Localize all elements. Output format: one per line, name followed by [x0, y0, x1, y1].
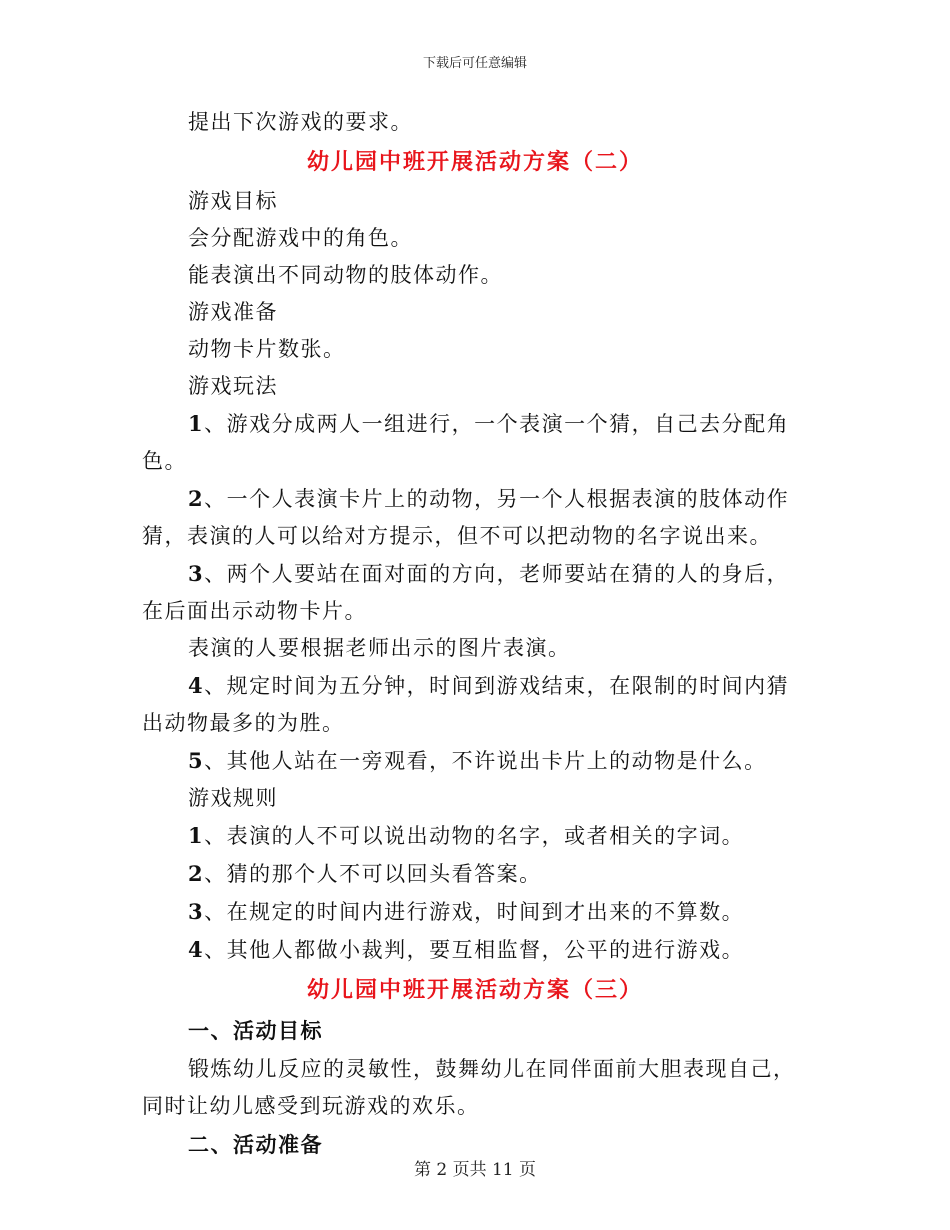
- paragraph: 会分配游戏中的角色。: [188, 226, 413, 250]
- subheading-game-goal: 游戏目标: [188, 189, 278, 213]
- rule-2: [142, 855, 808, 893]
- step-text: 、两个人要站在面对面的方向，老师要站在猜的人的身后，在后面出示动物卡片。: [142, 562, 790, 623]
- rule-number: 1: [188, 823, 205, 848]
- step-number: 5: [188, 748, 205, 773]
- heading-activity-prep: 二、活动准备: [188, 1132, 323, 1157]
- rule-text: 、表演的人不可以说出动物的名字，或者相关的字词。: [204, 824, 745, 848]
- play-step-2: [142, 480, 808, 555]
- subheading-game-play: 游戏玩法: [188, 374, 278, 398]
- rule-1: [142, 817, 808, 855]
- rule-number: 2: [188, 861, 205, 886]
- step-text: 、其他人站在一旁观看，不许说出卡片上的动物是什么。: [204, 749, 767, 773]
- play-step-1: [142, 405, 808, 480]
- step-number: 2: [188, 486, 205, 511]
- play-step-3: [142, 555, 808, 630]
- step-number: 3: [188, 561, 205, 586]
- rule-text: 、其他人都做小裁判，要互相监督，公平的进行游戏。: [204, 938, 745, 962]
- heading-activity-goal: 一、活动目标: [188, 1018, 323, 1043]
- rule-4: [142, 931, 808, 969]
- section-title-3: 幼儿园中班开展活动方案（三）: [306, 977, 643, 1003]
- rule-text: 、在规定的时间内进行游戏，时间到才出来的不算数。: [204, 900, 745, 924]
- paragraph: 动物卡片数张。: [188, 337, 346, 361]
- paragraph: 表演的人要根据老师出示的图片表演。: [188, 636, 571, 660]
- step-text: 、一个人表演卡片上的动物，另一个人根据表演的肢体动作猜，表演的人可以给对方提示，但不可以把动物的名字说出来。: [142, 487, 790, 548]
- paragraph: 能表演出不同动物的肢体动作。: [188, 263, 503, 287]
- step-text: 、游戏分成两人一组进行，一个表演一个猜，自己去分配角色。: [142, 412, 790, 473]
- subheading-game-rules: 游戏规则: [188, 786, 278, 810]
- rule-text: 、猜的那个人不可以回头看答案。: [204, 862, 542, 886]
- section-title-2: 幼儿园中班开展活动方案（二）: [306, 149, 643, 175]
- play-step-4: [142, 667, 808, 742]
- rule-3: [142, 893, 808, 931]
- paragraph: 提出下次游戏的要求。: [188, 110, 413, 134]
- rule-number: 3: [188, 899, 205, 924]
- page-footer: 第 2 页共 11 页: [413, 1160, 537, 1180]
- step-text: 、规定时间为五分钟，时间到游戏结束，在限制的时间内猜出动物最多的为胜。: [142, 674, 790, 735]
- play-step-5: [142, 742, 808, 780]
- paragraph: 锻炼幼儿反应的灵敏性，鼓舞幼儿在同伴面前大胆表现自己，同时让幼儿感受到玩游戏的欢乐。: [142, 1057, 796, 1118]
- page-header: 下载后可任意编辑: [422, 56, 527, 71]
- step-number: 1: [188, 411, 205, 436]
- rule-number: 4: [188, 937, 205, 962]
- document-body: [142, 104, 808, 1165]
- step-number: 4: [188, 673, 205, 698]
- subheading-game-prep: 游戏准备: [188, 300, 278, 324]
